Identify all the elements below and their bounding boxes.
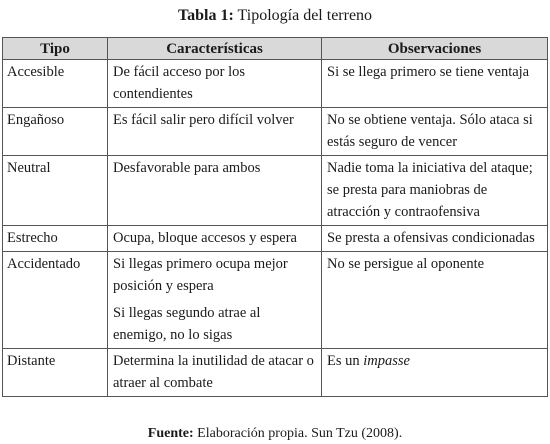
table-source <box>0 426 550 442</box>
header-tipo: Tipo <box>3 38 108 60</box>
cell-paragraph: Desfavorable para ambos <box>113 160 261 176</box>
observation-italic-term: impasse <box>363 353 410 369</box>
table-row <box>3 226 548 252</box>
table-row <box>3 156 548 226</box>
cell-caracteristicas <box>108 60 322 108</box>
cell-tipo: Accesible <box>3 60 108 108</box>
cell-caracteristicas <box>108 349 322 397</box>
cell-tipo: Neutral <box>3 156 108 226</box>
cell-caracteristicas <box>108 252 322 349</box>
table-row <box>3 349 548 397</box>
caption-text: Tipología del terreno <box>237 7 373 24</box>
source-text: Elaboración propia. Sun Tzu (2008). <box>197 426 403 441</box>
cell-caracteristicas <box>108 156 322 226</box>
terrain-table <box>2 37 548 397</box>
table-row <box>3 252 548 349</box>
cell-observaciones: Nadie toma la iniciativa del ataque; se presta para maniobras de atracción y contraofensiva <box>322 156 548 226</box>
table-row <box>3 60 548 108</box>
header-observaciones: Observaciones <box>322 38 548 60</box>
cell-paragraph: Es fácil salir pero difícil volver <box>113 112 294 128</box>
cell-caracteristicas <box>108 226 322 252</box>
cell-tipo: Accidentado <box>3 252 108 349</box>
observation-prefix: Es un <box>327 353 364 369</box>
cell-observaciones: Se presta a ofensivas condicionadas <box>322 226 548 252</box>
cell-paragraph: Ocupa, bloque accesos y espera <box>113 230 297 246</box>
cell-caracteristicas <box>108 108 322 156</box>
header-row <box>3 38 548 60</box>
cell-observaciones: No se persigue al oponente <box>322 252 548 349</box>
cell-paragraph: Determina la inutilidad de atacar o atraer al combate <box>113 353 314 391</box>
table-caption <box>0 6 550 26</box>
cell-observaciones <box>322 349 548 397</box>
cell-tipo: Estrecho <box>3 226 108 252</box>
cell-tipo: Distante <box>3 349 108 397</box>
cell-paragraph: Si llegas primero ocupa mejor posición y espera <box>113 256 288 294</box>
cell-paragraph: Si llegas segundo atrae al enemigo, no lo sigas <box>113 305 261 343</box>
source-label: Fuente: <box>147 426 194 441</box>
cell-observaciones: Si se llega primero se tiene ventaja <box>322 60 548 108</box>
table-row <box>3 108 548 156</box>
cell-paragraph: De fácil acceso por los contendientes <box>113 64 246 102</box>
header-caracteristicas: Características <box>108 38 322 60</box>
cell-tipo: Engañoso <box>3 108 108 156</box>
caption-label: Tabla 1: <box>177 7 234 24</box>
cell-observaciones: No se obtiene ventaja. Sólo ataca si estás seguro de vencer <box>322 108 548 156</box>
